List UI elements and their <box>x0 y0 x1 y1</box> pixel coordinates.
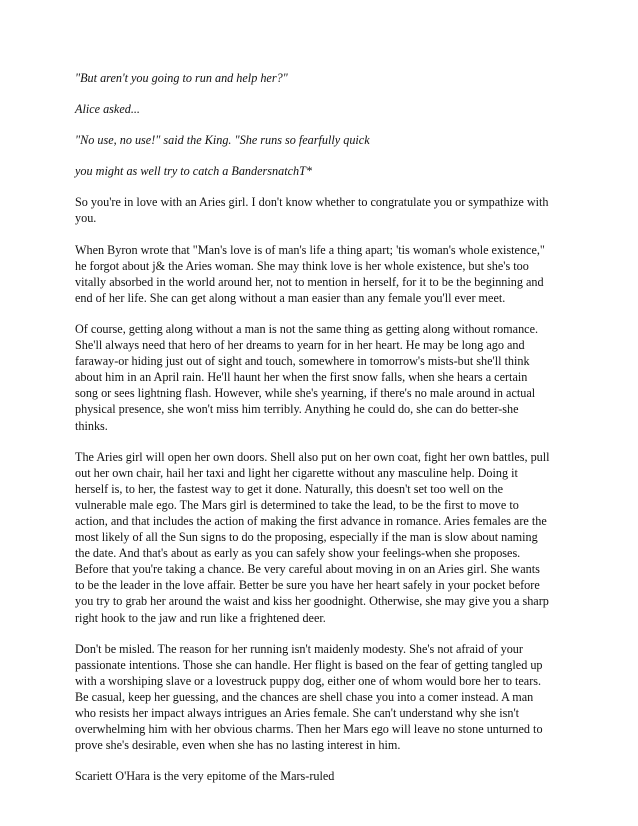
text-line: song or sees lightning flash. However, while she's yearning, if there's no male around in actual <box>75 386 536 401</box>
text-line: So you're in love with an Aries girl. I don't know whether to congratulate you or sympathize with <box>75 195 549 210</box>
paragraph <box>75 449 569 626</box>
paragraph <box>75 163 569 179</box>
paragraph-gap <box>75 179 569 194</box>
text-line: Before that you're taking a chance. Be very careful about moving in on an Aries girl. She wants <box>75 562 540 577</box>
paragraph <box>75 768 569 784</box>
text-line: She'll always need that hero of her dreams to yearn for in her heart. He may be long ago and <box>75 338 525 353</box>
paragraph <box>75 641 569 754</box>
paragraph <box>75 101 569 117</box>
paragraph-gap <box>75 117 569 132</box>
text-line: physical presence, she won't miss him terribly. Anything he could do, she can do better-she <box>75 402 519 417</box>
text-line: who resists her impact always intrigues an Aries female. She can't understand why she isn't <box>75 706 520 720</box>
text-line: you try to grab her around the waist and kiss her goodnight. Otherwise, she may give you a sharp <box>75 594 549 609</box>
text-line: overwhelming him with her obvious charms. Then her Mars ego will leave no stone unturned to <box>75 722 543 737</box>
paragraph <box>75 70 569 86</box>
text-line: Be casual, keep her guessing, and the chances are shell chase you into a comer instead. A man <box>75 689 534 704</box>
text-line: he forgot about j& the Aries woman. She may think love is her whole existence, but she's too <box>75 258 529 273</box>
paragraph-gap <box>75 626 569 641</box>
paragraph-gap <box>75 434 569 449</box>
text-line: action, and that includes the action of making the first advance in romance. Aries females are the <box>75 513 547 528</box>
text-line: you. <box>75 211 97 226</box>
text-line: Don't be misled. The reason for her running isn't maidenly modesty. She's not afraid of your <box>75 641 523 656</box>
text-line: vitally absorbed in the world around her, not to mention in herself, for it to be the beginning and <box>75 274 544 289</box>
text-line: out her own chair, hail her taxi and light her cigarette without any masculine help. Doing it <box>75 465 518 480</box>
paragraph <box>75 321 569 434</box>
paragraph-gap <box>75 86 569 101</box>
text-line: end of her life. She can get along without a man easier than any female you'll ever meet. <box>75 290 506 305</box>
paragraph <box>75 132 569 148</box>
text-line: Scariett O'Hara is the very epitome of the Mars-ruled <box>75 769 335 784</box>
text-line: "No use, no use!" said the King. "She runs so fearfully quick <box>75 133 370 148</box>
text-line: thinks. <box>75 418 108 433</box>
paragraph-gap <box>75 753 569 768</box>
text-line: about him in an April rain. He'll haunt her when the first snow falls, when she hears a certain <box>75 370 528 385</box>
text-line: Of course, getting along without a man is not the same thing as getting along without romance. <box>75 321 539 336</box>
text-line: passionate intentions. Those she can handle. Her flight is based on the fear of getting tangled up <box>75 657 543 672</box>
paragraph <box>75 242 569 306</box>
text-line: the date. And that's about as early as you can safely show your feelings-when she proposes. <box>75 546 521 561</box>
text-line: with a worshiping slave or a lovestruck puppy dog, either one of whom would bore her to tears. <box>75 673 542 688</box>
paragraph-gap <box>75 148 569 163</box>
text-line: vulnerable male ego. The Mars girl is determined to take the lead, to be the first to move to <box>75 497 519 512</box>
text-line: most likely of all the Sun signs to do the proposing, especially if the man is slow about naming <box>75 530 538 545</box>
text-line: right hook to the jaw and run like a frightened deer. <box>75 610 326 625</box>
text-line: faraway-or hiding just out of sight and touch, somewhere in tomorrow's mists-but she'll think <box>75 354 530 369</box>
paragraph <box>75 194 569 226</box>
paragraph-gap <box>75 306 569 321</box>
text-line: When Byron wrote that "Man's love is of man's life a thing apart; 'tis woman's whole existence," <box>75 242 545 257</box>
text-line: prove she's desirable, even when she has no lasting interest in him. <box>75 738 401 753</box>
paragraph-gap <box>75 227 569 242</box>
text-line: you might as well try to catch a BandersnatchT* <box>75 164 312 179</box>
text-line: The Aries girl will open her own doors. Shell also put on her own coat, fight her own battles, pull <box>75 449 550 464</box>
document-body <box>75 70 569 784</box>
text-line: "But aren't you going to run and help her?" <box>75 71 288 85</box>
text-line: herself is, to her, the fastest way to get it done. Naturally, this doesn't set too well on the <box>75 481 504 496</box>
text-line: Alice asked... <box>75 102 140 117</box>
text-line: to be the leader in the love affair. Better be sure you have her heart safely in your pocket before <box>75 578 540 593</box>
